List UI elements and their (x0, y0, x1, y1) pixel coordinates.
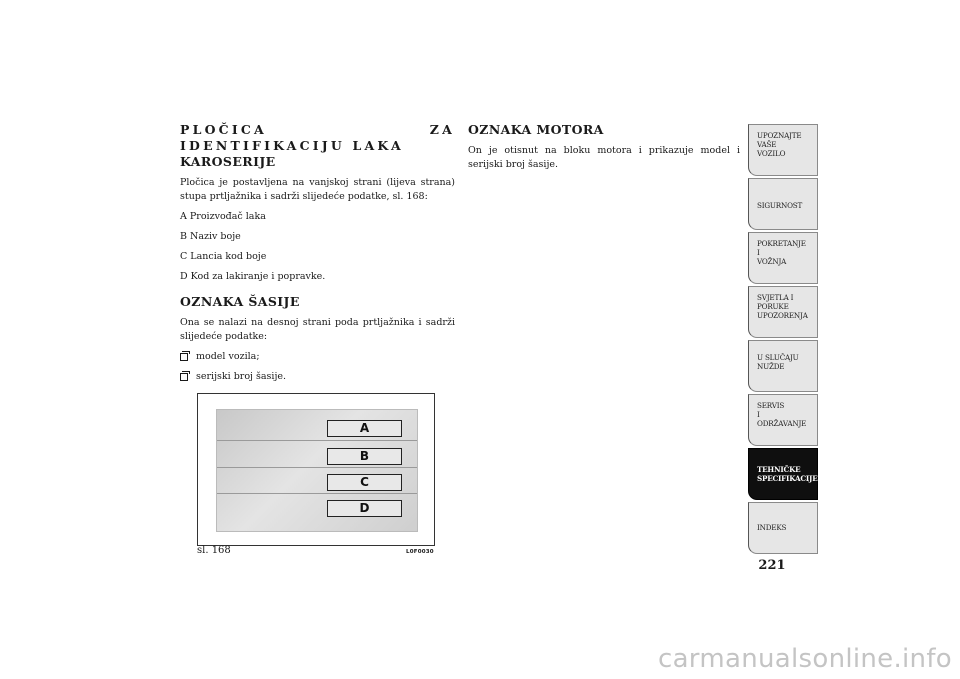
tab-label-line: I (757, 248, 760, 257)
tab-label-line: I (757, 410, 760, 419)
section-heading-paint-plate-line2: KAROSERIJE (180, 154, 276, 169)
section-heading-paint-plate: PLOČICA ZA IDENTIFIKACIJU LAKA (180, 122, 455, 153)
plate-field-c: C (327, 474, 402, 491)
tab-label-line: VAŠE (757, 140, 777, 149)
figure-caption: sl. 168 (197, 545, 231, 556)
paint-plate-intro: Pločica je postavljena na vanjskoj strani (lijeva strana) stupa prtljažnika i sadrži slijedeće podatke, sl. 168: (180, 177, 455, 202)
list-item: B Naziv boje (180, 231, 241, 242)
tab-label-line: TEHNIČKE (757, 465, 801, 474)
tab-u-slucaju-nuzde[interactable] (748, 340, 818, 392)
tab-label-line: NUŽDE (757, 362, 785, 371)
tab-label-line: ODRŽAVANJE (757, 419, 807, 428)
tab-tehnicke-specifikacije[interactable] (748, 448, 818, 500)
tab-label-line: INDEKS (757, 523, 787, 532)
checkbox-bullet-icon (180, 373, 188, 381)
bullet-item (180, 370, 455, 384)
tab-label-line: SIGURNOST (757, 201, 803, 210)
bullet-text: model vozila; (196, 351, 260, 362)
engine-text: On je otisnut na bloku motora i prikazuje model i serijski broj šasije. (468, 145, 740, 170)
bullet-item (180, 350, 455, 364)
plate-divider (217, 493, 417, 494)
tab-sigurnost[interactable] (748, 178, 818, 230)
page-number: 221 (758, 558, 786, 573)
list-item: A Proizvođač laka (180, 211, 266, 222)
list-item: C Lancia kod boje (180, 251, 267, 262)
tab-servis-i-odrzavanje[interactable] (748, 394, 818, 446)
tab-indeks[interactable] (748, 502, 818, 554)
tab-upoznajte-vase-vozilo[interactable] (748, 124, 818, 176)
tab-svjetla-i-poruke-upozorenja[interactable] (748, 286, 818, 338)
list-item: D Kod za lakiranje i popravke. (180, 271, 326, 282)
paint-plate-illustration (216, 409, 418, 532)
plate-divider (217, 440, 417, 441)
tab-label-line: SVJETLA I (757, 293, 794, 302)
tab-label-line: POKRETANJE (757, 239, 806, 248)
section-heading-chassis: OZNAKA ŠASIJE (180, 294, 300, 309)
plate-field-b: B (327, 448, 402, 465)
tab-label-line: SERVIS (757, 401, 785, 410)
tab-label-line: UPOZORENJA (757, 311, 808, 320)
tab-label-line: VOZILO (757, 149, 786, 158)
bullet-text: serijski broj šasije. (196, 371, 287, 382)
tab-pokretanje-i-voznja[interactable] (748, 232, 818, 284)
tab-label-line: VOŽNJA (757, 257, 787, 266)
right-column (468, 122, 740, 172)
tab-label-line: SPECIFIKACIJE (757, 474, 818, 483)
left-column (180, 122, 455, 384)
tab-label-line: U SLUČAJU (757, 353, 799, 362)
checkbox-bullet-icon (180, 353, 188, 361)
figure-paint-plate (197, 393, 435, 546)
section-heading-engine: OZNAKA MOTORA (468, 122, 604, 137)
watermark-text: carmanualsonline.info (657, 644, 952, 674)
chassis-intro: Ona se nalazi na desnoj strani poda prtljažnika i sadrži slijedeće podatke: (180, 317, 455, 342)
plate-divider (217, 467, 417, 468)
figure-code: L0F0030 (406, 549, 434, 555)
tab-label-line: PORUKE (757, 302, 789, 311)
tab-label-line: UPOZNAJTE (757, 131, 802, 140)
plate-field-a: A (327, 420, 402, 437)
plate-field-d: D (327, 500, 402, 517)
